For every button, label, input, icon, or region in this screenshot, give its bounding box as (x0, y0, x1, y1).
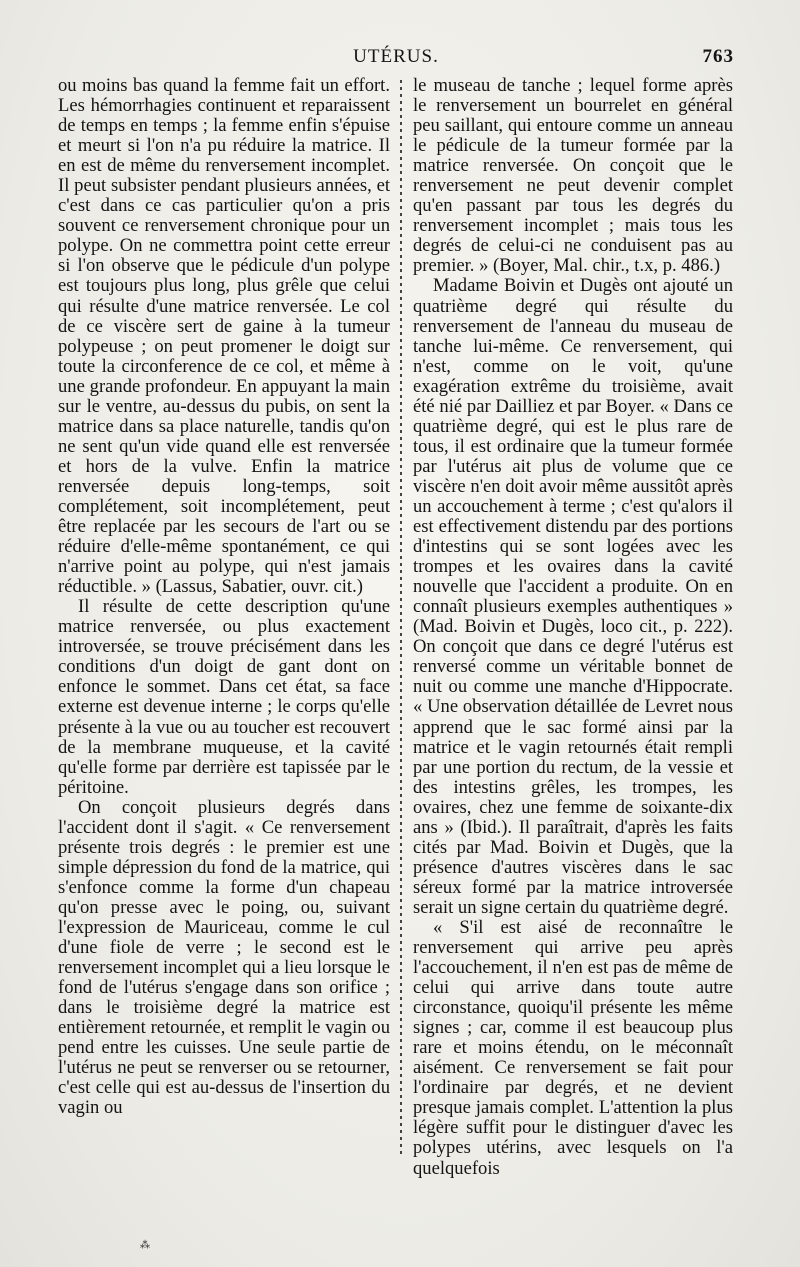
running-title: UTÉRUS. (353, 46, 439, 67)
left-column (58, 76, 390, 1118)
paragraph: « S'il est aisé de reconnaître le renversement qui arrive peu après l'accouchement, il n'en est pas de même de celui qui arrive dans toute autre circonstance, quoiqu'il présente les même signes ; car, comme il est beaucoup plus rare et moins étendu, on le méconnaît aisément. Ce renversement se fait pour l'ordinaire par degrés, et ne devient presque jamais complet. L'attention la plus légère suffit pour le distinguer d'avec les polypes utérins, avec lesquels on l'a quelquefois (413, 916, 733, 1179)
column-divider (400, 80, 402, 1158)
paragraph: On conçoit plusieurs degrés dans l'accident dont il s'agit. « Ce renversement présente trois degrés : le premier est une simple dépression du fond de la matrice, qui s'enfonce comme la forme d'un chapeau qu'on presse avec le poing, ou, suivant l'expression de Mauriceau, comme le cul d'une fiole de verre ; le second est le renversement incomplet qui a lieu lorsque le fond de l'utérus s'engage dans son orifice ; dans le troisième degré la matrice est entièrement retournée, et remplit le vagin ou pend entre les cuisses. Une seule partie de l'utérus ne peut se renverser ou se retourner, c'est celle qui est au-dessus de l'insertion du vagin ou (58, 796, 390, 1119)
paragraph: Madame Boivin et Dugès ont ajouté un quatrième degré qui résulte du renversement de l'anneau du museau de tanche lui-même. Ce renversement, qui n'est, comme on le voit, qu'une exagération extrême du troisième, avait été nié par Dailliez et par Boyer. « Dans ce quatrième degré, qui est le plus rare de tous, il est ordinaire que la tumeur formée par l'utérus ait plus de volume que ce viscère n'en doit avoir même aussitôt après un accouchement à terme ; c'est qu'alors il est effectivement distendu par des portions d'intestins qui se sont logées avec les trompes et les ovaires dans la cavité nouvelle que l'accident a produite. On en connaît plusieurs exemples authentiques » (Mad. Boivin et Dugès, loco cit., p. 222). On conçoit que dans ce degré l'utérus est renversé comme un véritable bonnet de nuit ou comme une manche d'Hippocrate. « Une observation détaillée de Levret nous apprend que le sac formé ainsi par la matrice et le vagin retournés était rempli par une portion du rectum, de la vessie et des intestins grêles, les trompes, les ovaires, chez une femme de soixante-dix ans » (Ibid.). Il paraîtrait, d'après les faits cités par Mad. Boivin et Dugès, que la présence d'autres viscères dans le sac séreux formé par la matrice introversée serait un signe certain du quatrième degré. (413, 275, 733, 918)
paragraph: le museau de tanche ; lequel forme après le renversement un bourrelet en général peu saillant, qui entoure comme un anneau le pédicule de la tumeur formée par la matrice renversée. On conçoit que le renversement ne peut devenir complet qu'en passant par tous les degrés du renversement incomplet ; mais tous les degrés de celui-ci ne conduisent pas au premier. » (Boyer, Mal. chir., t.x, p. 486.) (413, 75, 733, 277)
right-column (413, 76, 733, 1179)
paragraph: ou moins bas quand la femme fait un effort. Les hémorrhagies continuent et reparaissent de temps en temps ; la femme enfin s'épuise et meurt si l'on n'a pu réduire la matrice. Il en est de même du renversement incomplet. Il peut subsister pendant plusieurs années, et c'est dans ce cas particulier qu'on a pris souvent ce renversement chronique pour un polype. On ne commettra point cette erreur si l'on observe que le pédicule d'un polype est toujours plus long, plus grêle que celui qui résulte d'une matrice renversée. Le col de ce viscère sert de gaine à la tumeur polypeuse ; on peut promener le doigt sur toute la circonference de ce col, et même à une grande profondeur. En appuyant la main sur le ventre, au-dessus du pubis, on sent la matrice dans sa place naturelle, tandis qu'on ne sent qu'un vide quand elle est renversée et hors de la vulve. Enfin la matrice renversée depuis long-temps, soit complétement, soit incomplétement, peut être replacée par les secours de l'art ou se réduire d'elle-même spontanément, ce qui n'arrive point au polype, qui n'est jamais réductible. » (Lassus, Sabatier, ouvr. cit.) (58, 75, 390, 598)
print-speck: ⁂ (140, 1240, 150, 1251)
page-number: 763 (702, 46, 734, 67)
paragraph: Il résulte de cette description qu'une matrice renversée, ou plus exactement introversée, se trouve précisément dans les conditions d'un doigt de gant dont on enfonce le sommet. Dans cet état, sa face externe est devenue interne ; le corps qu'elle présente à la vue ou au toucher est recouvert de la membrane muqueuse, et la cavité qu'elle forme par derrière est tapissée par le péritoine. (58, 596, 390, 798)
running-header (58, 46, 734, 72)
